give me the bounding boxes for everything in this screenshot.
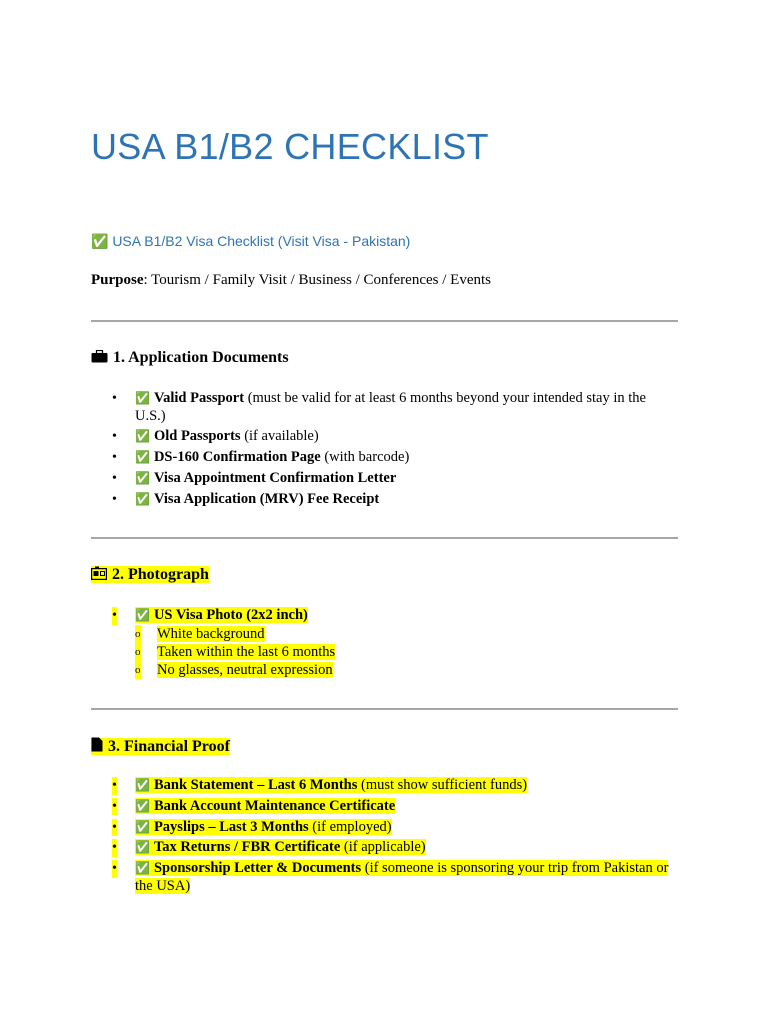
item-title: US Visa Photo (2x2 inch) bbox=[153, 607, 308, 623]
highlight bbox=[91, 566, 209, 583]
list-item bbox=[112, 860, 678, 895]
list-item bbox=[112, 491, 678, 509]
item-title: Sponsorship Letter & Documents bbox=[153, 860, 362, 877]
check-icon: ✅ bbox=[135, 840, 150, 855]
sub-bullet-icon: o bbox=[135, 625, 141, 643]
check-icon: ✅ bbox=[135, 798, 150, 813]
item-title: Payslips – Last 3 Months bbox=[153, 818, 309, 835]
page-title: USA B1/B2 CHECKLIST bbox=[91, 126, 489, 167]
bullet-icon: • bbox=[112, 391, 117, 406]
bullet-icon: • bbox=[112, 491, 117, 507]
section-title: 2. Photograph bbox=[112, 566, 209, 583]
list-item bbox=[112, 390, 678, 425]
bullet-icon: • bbox=[112, 778, 117, 793]
list-item bbox=[112, 470, 678, 488]
photograph-requirements bbox=[135, 625, 678, 679]
item-note: (must show sufficient funds) bbox=[357, 777, 528, 793]
sub-bullet-icon: o bbox=[135, 643, 141, 661]
highlight bbox=[91, 738, 230, 755]
bullet-icon: • bbox=[112, 608, 117, 623]
divider bbox=[91, 708, 678, 710]
item-title: DS-160 Confirmation Page bbox=[153, 449, 321, 466]
item-title: Visa Application (MRV) Fee Receipt bbox=[153, 490, 380, 507]
purpose-line bbox=[91, 272, 491, 289]
item-note: (must be valid for at least 6 months beyond your intended stay in the U.S.) bbox=[135, 390, 646, 424]
check-icon: ✅ bbox=[135, 608, 150, 622]
item-title: Bank Statement – Last 6 Months bbox=[153, 777, 358, 793]
bullet-icon: • bbox=[112, 798, 117, 814]
bullet-icon: • bbox=[112, 840, 117, 856]
section-heading-financial-proof bbox=[91, 737, 230, 757]
check-icon: ✅ bbox=[135, 819, 150, 834]
item-title: Visa Appointment Confirmation Letter bbox=[153, 469, 397, 486]
sub-item-text: Taken within the last 6 months bbox=[157, 643, 336, 660]
item-note: (if someone is sponsoring your trip from Pakistan or the USA) bbox=[135, 860, 669, 894]
section-heading-application-documents bbox=[91, 349, 289, 368]
bullet-icon: • bbox=[112, 450, 117, 466]
document-icon bbox=[91, 737, 103, 757]
sub-item-text: White background bbox=[157, 625, 265, 642]
list-item bbox=[112, 798, 678, 816]
financial-proof-list bbox=[112, 777, 678, 898]
check-icon: ✅ bbox=[135, 429, 150, 444]
bullet-icon: • bbox=[112, 861, 117, 877]
check-icon: ✅ bbox=[135, 450, 150, 465]
sub-list-item bbox=[135, 643, 678, 661]
divider bbox=[91, 320, 678, 322]
check-icon: ✅ bbox=[135, 491, 150, 506]
check-icon: ✅ bbox=[135, 470, 150, 485]
bullet-icon: • bbox=[112, 429, 117, 445]
sub-item-text: No glasses, neutral expression bbox=[157, 661, 333, 678]
list-item bbox=[112, 819, 678, 837]
item-note: (with barcode) bbox=[320, 449, 410, 466]
bullet-icon: • bbox=[112, 819, 117, 835]
check-icon: ✅ bbox=[135, 861, 150, 876]
application-documents-list bbox=[112, 390, 678, 511]
item-note: (if applicable) bbox=[340, 839, 426, 856]
item-note: (if available) bbox=[240, 428, 319, 445]
purpose-text: : Tourism / Family Visit / Business / Conferences / Events bbox=[143, 272, 491, 288]
item-title: Old Passports bbox=[153, 428, 241, 445]
subtitle: ✅ USA B1/B2 Visa Checklist (Visit Visa - Pakistan) bbox=[91, 233, 411, 249]
sub-list-item bbox=[135, 661, 678, 679]
section-title: 1. Application Documents bbox=[113, 349, 289, 366]
item-title: Valid Passport bbox=[153, 390, 245, 406]
item-title: Bank Account Maintenance Certificate bbox=[153, 797, 396, 814]
photograph-list bbox=[112, 607, 678, 682]
item-title: Tax Returns / FBR Certificate bbox=[153, 839, 341, 856]
section-title: 3. Financial Proof bbox=[108, 738, 230, 755]
bullet-icon: • bbox=[112, 470, 117, 486]
purpose-label: Purpose bbox=[91, 272, 144, 288]
check-icon: ✅ bbox=[135, 778, 150, 792]
sub-bullet-icon: o bbox=[135, 661, 141, 679]
list-item bbox=[112, 777, 678, 795]
divider bbox=[91, 537, 678, 539]
sub-list-item bbox=[135, 625, 678, 643]
camera-icon bbox=[91, 566, 107, 585]
list-item bbox=[112, 607, 678, 679]
list-item bbox=[112, 839, 678, 857]
list-item bbox=[112, 449, 678, 467]
check-icon: ✅ bbox=[135, 391, 150, 405]
section-heading-photograph bbox=[91, 566, 209, 585]
briefcase-icon bbox=[91, 350, 108, 368]
item-note: (if employed) bbox=[308, 818, 392, 835]
list-item bbox=[112, 428, 678, 446]
